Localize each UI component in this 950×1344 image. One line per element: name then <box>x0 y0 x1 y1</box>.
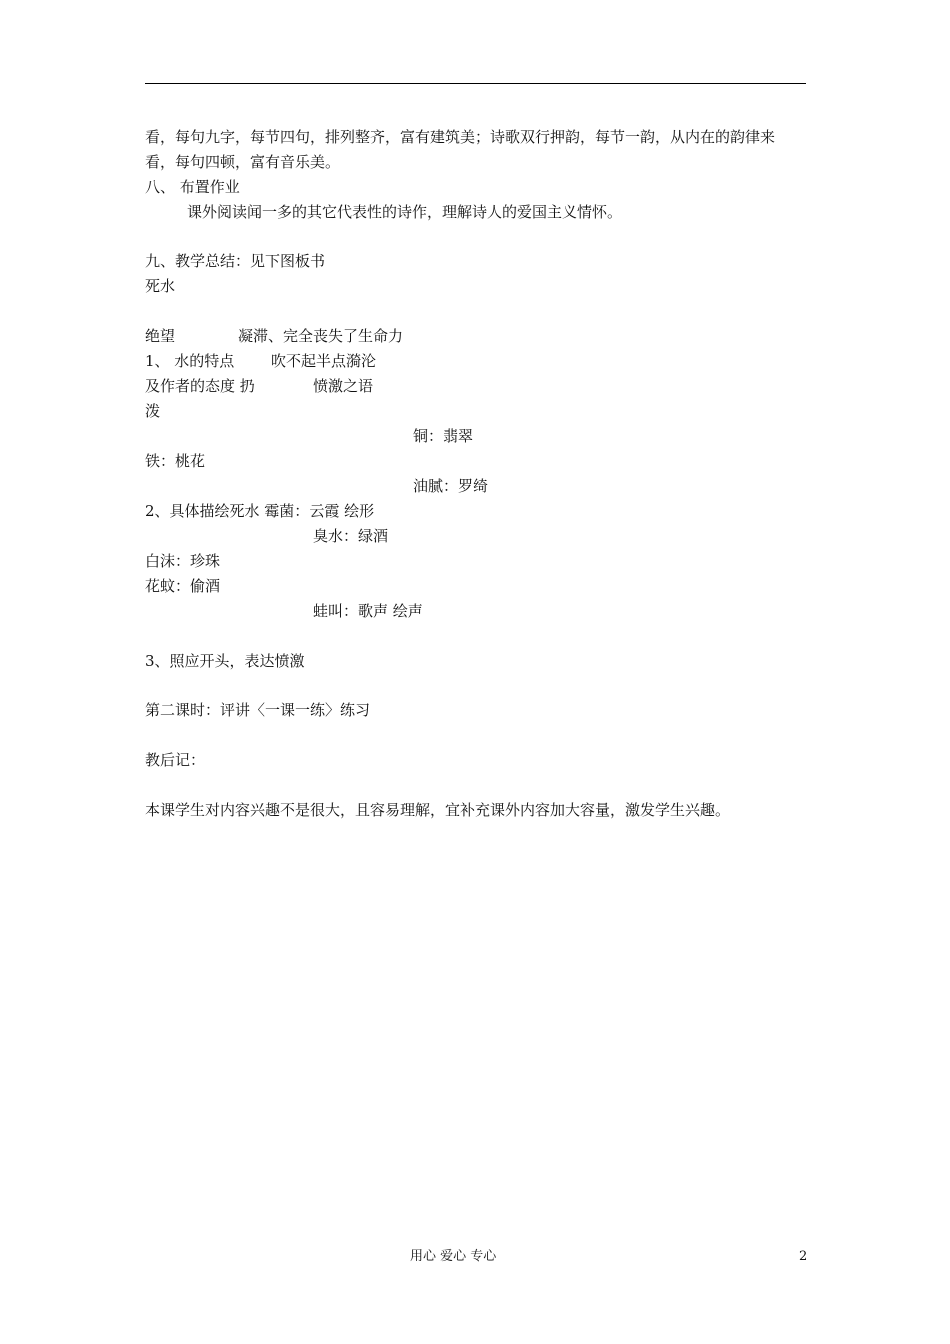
board-item: 泼 <box>145 402 161 420</box>
board-item: 3、照应开头，表达愤激 <box>145 652 305 670</box>
board-item: 油腻：罗绮 <box>413 477 489 495</box>
header-rule <box>145 83 806 84</box>
text-line: 本课学生对内容兴趣不是很大，且容易理解，宜补充课外内容加大容量，激发学生兴趣。 <box>145 801 731 819</box>
board-item: 花蚊：偷酒 <box>145 577 221 595</box>
text-line: 看，每句四顿，富有音乐美。 <box>145 153 341 171</box>
text-line: 看，每句九字，每节四句，排列整齐，富有建筑美；诗歌双行押韵，每节一韵，从内在的韵律来 <box>145 128 776 146</box>
text-line: 第二课时：评讲〈一课一练〉练习 <box>145 701 371 719</box>
board-item: 2、具体描绘死水 霉菌：云霞 绘形 <box>145 502 375 520</box>
page-number: 2 <box>799 1249 808 1264</box>
board-item: 铁：桃花 <box>145 452 206 470</box>
section-heading: 教后记： <box>145 751 206 769</box>
section-heading: 八、 布置作业 <box>145 178 240 196</box>
board-item: 铜：翡翠 <box>413 427 474 445</box>
board-item: 凝滞、完全丧失了生命力 <box>238 327 404 345</box>
board-item: 1、 水的特点 <box>145 352 235 370</box>
board-title: 死水 <box>145 277 176 295</box>
board-item: 蛙叫：歌声 绘声 <box>313 602 423 620</box>
board-item: 臭水：绿酒 <box>313 527 389 545</box>
board-item: 及作者的态度 扔 <box>145 377 255 395</box>
board-item: 白沫：珍珠 <box>145 552 221 570</box>
section-heading: 九、教学总结：见下图板书 <box>145 252 326 270</box>
board-item: 绝望 <box>145 327 176 345</box>
footer-motto: 用心 爱心 专心 <box>410 1249 497 1264</box>
text-line: 课外阅读闻一多的其它代表性的诗作，理解诗人的爱国主义情怀。 <box>187 203 623 221</box>
board-item: 吹不起半点漪沦 <box>271 352 377 370</box>
board-item: 愤激之语 <box>313 377 374 395</box>
